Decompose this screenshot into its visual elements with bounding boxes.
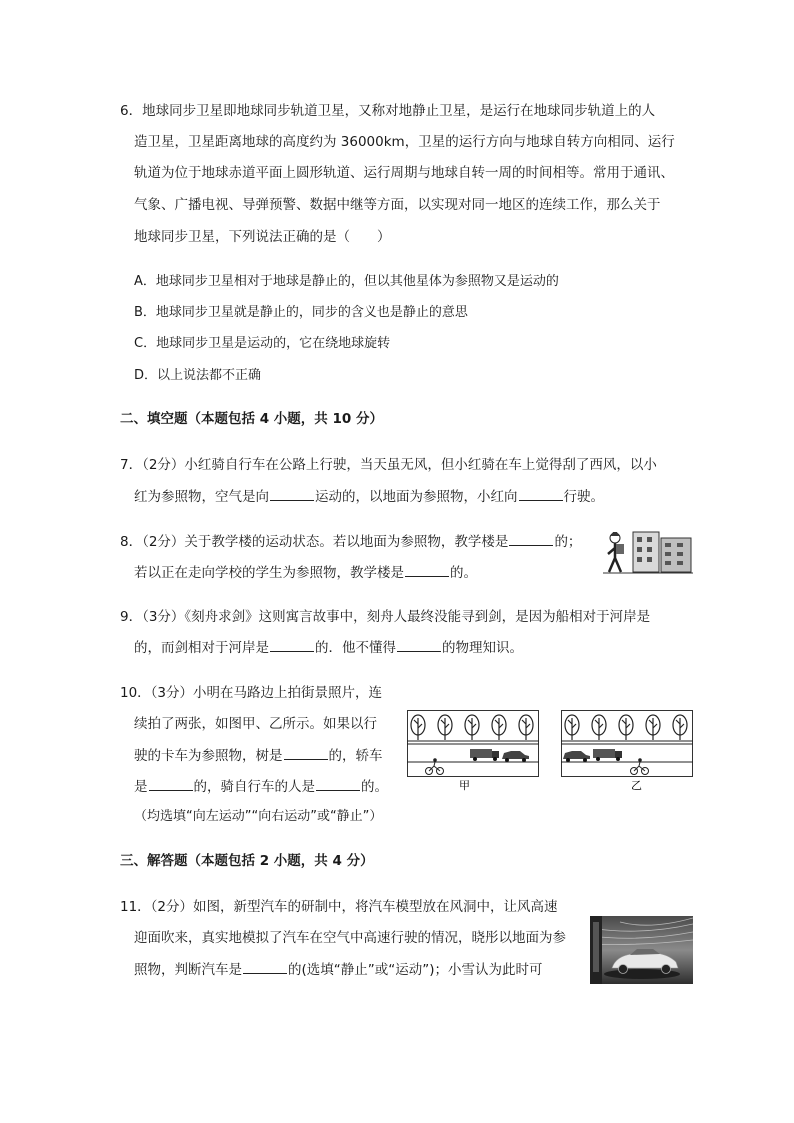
q10-text-a: 驶的卡车为参照物，树是 — [134, 748, 283, 764]
q7-line-2 — [134, 486, 604, 507]
q6-line-1: 6．地球同步卫星即地球同步轨道卫星，又称对地静止卫星，是运行在地球同步轨道上的人 — [120, 103, 656, 119]
q8-text-d: 的。 — [450, 565, 477, 581]
q6-line-4: 气象、广播电视、导弹预警、数据中继等方面，以实现对同一地区的连续工作，那么关于 — [134, 197, 661, 213]
q8-blank-1 — [509, 531, 553, 546]
q10-blank-1 — [284, 745, 328, 760]
q9-text-a: 的，而剑相对于河岸是 — [134, 640, 269, 656]
q11-line-1: 11．（2分）如图，新型汽车的研制中，将汽车模型放在风洞中，让风高速 — [120, 899, 558, 915]
q10-line-1: 10．（3分）小明在马路边上拍街景照片，连 — [120, 685, 383, 701]
q6-option-a: A．地球同步卫星相对于地球是静止的，但以其他星体为参照物又是运动的 — [134, 274, 559, 289]
q10-blank-3 — [316, 776, 360, 791]
q10-text-e: 的。 — [361, 779, 388, 795]
q10-text-c: 是 — [134, 779, 148, 795]
q11-blank-1 — [243, 959, 287, 974]
q8-text-b: 的； — [554, 534, 582, 550]
section-3-title: 三、解答题（本题包括 2 小题，共 4 分） — [120, 853, 374, 869]
q11-line-2: 迎面吹来，真实地模拟了汽车在空气中高速行驶的情况，晓彤以地面为参 — [134, 930, 566, 946]
q9-text-c: 的物理知识。 — [442, 640, 523, 656]
q9-text-b: 的．他不懂得 — [315, 640, 396, 656]
q10-line-5: （均选填“向左运动”“向右运动”或“静止”） — [134, 809, 383, 824]
q10-line-3 — [134, 745, 383, 766]
q8-line-2 — [134, 562, 477, 583]
q8-text-c: 若以正在走向学校的学生为参照物，教学楼是 — [134, 565, 404, 581]
q6-line-3: 轨道为位于地球赤道平面上圆形轨道、运行周期与地球自转一周的时间相等。常用于通讯、 — [134, 165, 674, 181]
q9-blank-2 — [397, 637, 441, 652]
school-building-illustration — [603, 526, 693, 578]
q9-line-1: 9．（3分）《刻舟求剑》这则寓言故事中，刻舟人最终没能寻到剑，是因为船相对于河岸是 — [120, 609, 651, 625]
fig-label-b: 乙 — [631, 779, 642, 792]
street-photo-a — [407, 710, 539, 794]
q10-text-b: 的，轿车 — [328, 748, 383, 764]
q7-text-a: 红为参照物，空气是向 — [134, 489, 269, 505]
q8-line-1 — [120, 531, 581, 552]
wind-tunnel-photo — [590, 916, 693, 984]
q7-line-1: 7．（2分）小红骑自行车在公路上行驶，当天虽无风，但小红骑在车上觉得刮了西风，以小 — [120, 457, 657, 473]
street-photo-b — [561, 710, 693, 794]
q10-blank-2 — [149, 776, 193, 791]
q8-text-a: 8．（2分）关于教学楼的运动状态。若以地面为参照物，教学楼是 — [120, 534, 509, 550]
q6-option-d: D．以上说法都不正确 — [134, 368, 262, 383]
q7-text-b: 运动的，以地面为参照物，小红向 — [315, 489, 518, 505]
q10-line-2: 续拍了两张，如图甲、乙所示。如果以行 — [134, 716, 377, 732]
q9-blank-1 — [270, 637, 314, 652]
fig-label-a: 甲 — [459, 779, 470, 792]
q10-line-4 — [134, 776, 388, 797]
q8-blank-2 — [405, 562, 449, 577]
q11-text-b: 的(选填“静止”或“运动”)；小雪认为此时可 — [288, 962, 543, 978]
q7-text-c: 行驶。 — [563, 489, 604, 505]
q6-line-5: 地球同步卫星，下列说法正确的是（ ） — [134, 229, 391, 245]
q7-blank-2 — [519, 486, 563, 501]
q11-text-a: 照物，判断汽车是 — [134, 962, 242, 978]
q6-option-b: B．地球同步卫星就是静止的，同步的含义也是静止的意思 — [134, 305, 468, 320]
q11-line-3 — [134, 959, 543, 980]
q6-option-c: C．地球同步卫星是运动的，它在绕地球旋转 — [134, 336, 391, 351]
q7-blank-1 — [270, 486, 314, 501]
section-2-title: 二、填空题（本题包括 4 小题，共 10 分） — [120, 411, 383, 427]
q9-line-2 — [134, 637, 523, 658]
q6-line-2: 造卫星，卫星距离地球的高度约为 36000km，卫星的运行方向与地球自转方向相同、运行 — [134, 134, 675, 150]
q10-text-d: 的，骑自行车的人是 — [193, 779, 315, 795]
